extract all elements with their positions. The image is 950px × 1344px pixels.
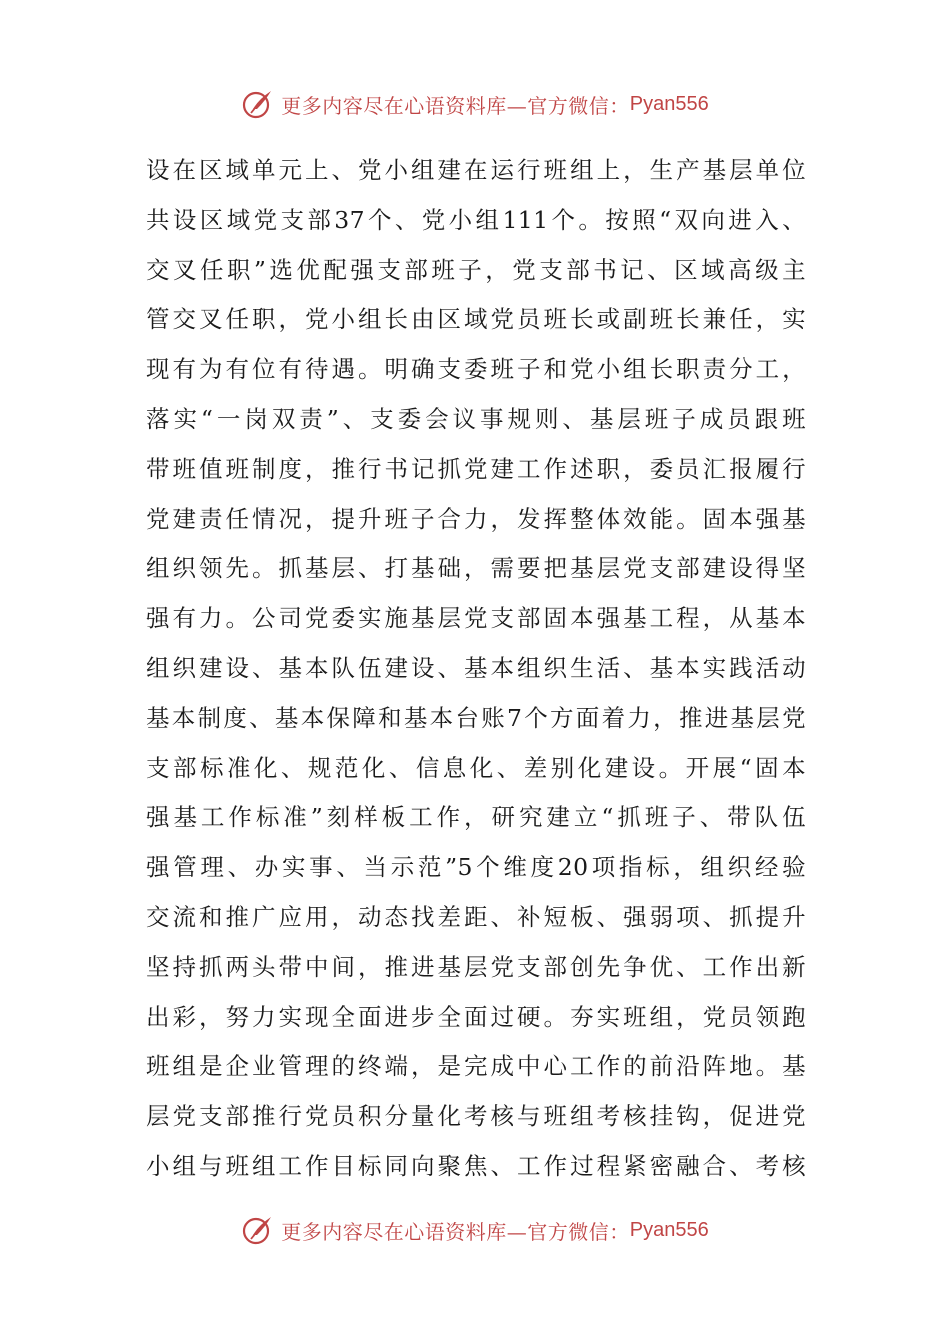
document-body xyxy=(146,146,806,1192)
body-line: 管交叉任职，党小组长由区域党员班长或副班长兼任，实 xyxy=(146,305,806,334)
body-line: 强管理、办实事、当示范”5个维度20项指标，组织经验 xyxy=(146,853,806,882)
body-line: 强基工作标准”刻样板工作，研究建立“抓班子、带队伍 xyxy=(146,803,806,832)
header-banner xyxy=(0,84,950,124)
body-line: 组织建设、基本队伍建设、基本组织生活、基本实践活动 xyxy=(146,653,806,682)
body-line: 党建责任情况，提升班子合力，发挥整体效能。固本强基 xyxy=(146,504,806,533)
body-line: 组织领先。抓基层、打基础，需要把基层党支部建设得坚 xyxy=(146,554,806,583)
body-line: 小组与班组工作目标同向聚焦、工作过程紧密融合、考核 xyxy=(146,1151,806,1180)
body-line: 强有力。公司党委实施基层党支部固本强基工程，从基本 xyxy=(146,604,806,633)
body-line: 出彩，努力实现全面进步全面过硬。夯实班组，党员领跑 xyxy=(146,1002,806,1031)
footer-banner-text: 更多内容尽在心语资料库—官方微信： xyxy=(281,1219,630,1244)
body-line: 基本制度、基本保障和基本台账7个方面着力，推进基层党 xyxy=(146,703,806,732)
body-line: 坚持抓两头带中间，推进基层党支部创先争优、工作出新 xyxy=(146,952,806,981)
body-line: 交叉任职”选优配强支部班子，党支部书记、区域高级主 xyxy=(146,255,806,284)
body-line: 共设区域党支部37个、党小组111个。按照“双向进入、 xyxy=(146,205,806,234)
quill-pen-logo-icon xyxy=(241,87,275,121)
body-line: 交流和推广应用，动态找差距、补短板、强弱项、抓提升 xyxy=(146,902,806,931)
body-line: 现有为有位有待遇。明确支委班子和党小组长职责分工， xyxy=(146,355,806,384)
body-line: 设在区域单元上、党小组建在运行班组上，生产基层单位 xyxy=(146,156,806,184)
header-banner-text: 更多内容尽在心语资料库—官方微信： xyxy=(281,93,630,118)
footer-wechat-handle: Pyan556 xyxy=(629,1218,709,1241)
body-line: 带班值班制度，推行书记抓党建工作述职，委员汇报履行 xyxy=(146,454,806,483)
quill-pen-logo-icon xyxy=(241,1213,275,1247)
header-wechat-handle: Pyan556 xyxy=(629,92,709,115)
body-line: 层党支部推行党员积分量化考核与班组考核挂钩，促进党 xyxy=(146,1102,806,1131)
body-line: 班组是企业管理的终端，是完成中心工作的前沿阵地。基 xyxy=(146,1052,806,1081)
body-line: 落实“一岗双责”、支委会议事规则、基层班子成员跟班 xyxy=(146,404,806,433)
footer-banner xyxy=(0,1210,950,1250)
body-line: 支部标准化、规范化、信息化、差别化建设。开展“固本 xyxy=(146,753,806,782)
